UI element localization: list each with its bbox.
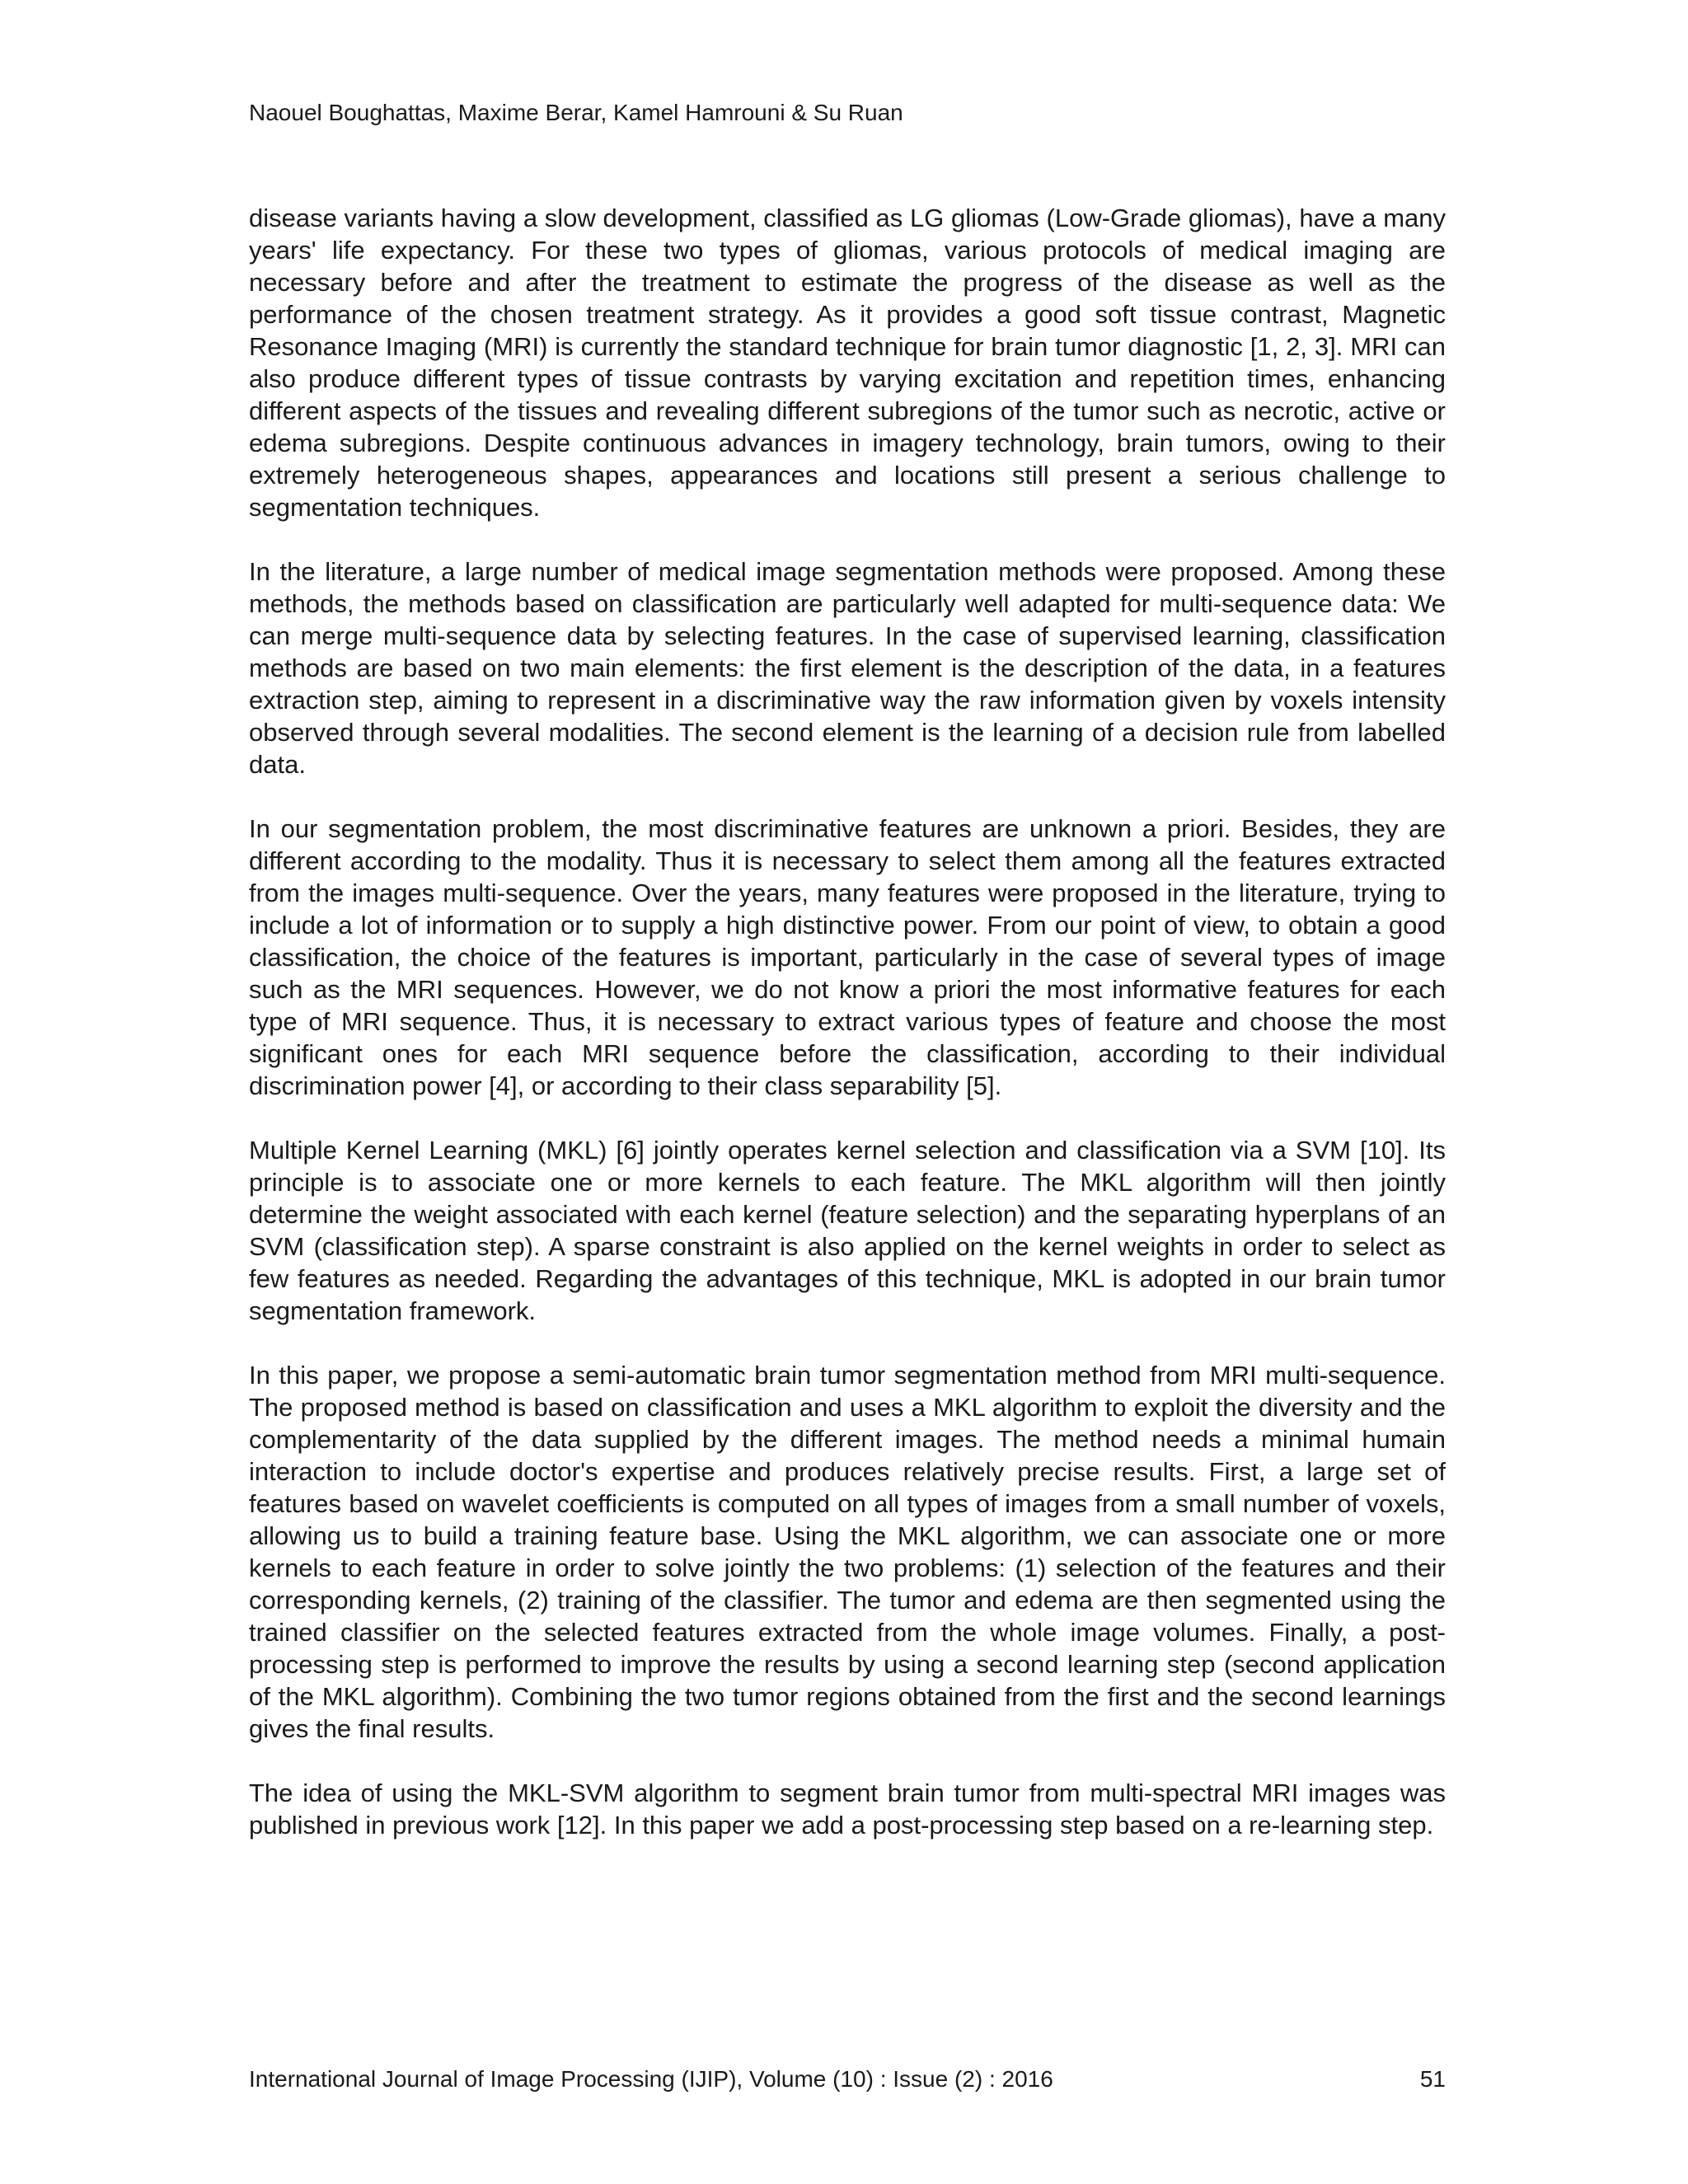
paragraph-gliomas-mri: disease variants having a slow development, classified as LG gliomas (Low-Grade gliomas), have a many years' life expectancy. For these two types of gliomas, various protocols of medical imaging are necessary before and after the treatment to estimate the progress of the disease as well as the performance of the chosen treatment strategy. As it provides a good soft tissue contrast, Magnetic Resonance Imaging (MRI) is currently the standard technique for brain tumor diagnostic [1, 2, 3]. MRI can also produce different types of tissue contrasts by varying excitation and repetition times, enhancing different aspects of the tissues and revealing different subregions of the tumor such as necrotic, active or edema subregions. Despite continuous advances in imagery technology, brain tumors, owing to their extremely heterogeneous shapes, appearances and locations still present a serious challenge to segmentation techniques.: [249, 204, 1446, 522]
paragraph-feature-selection: In our segmentation problem, the most discriminative features are unknown a priori. Besides, they are different according to the modality. Thus it is necessary to select them among all the features extracted from the images multi-sequence. Over the years, many features were proposed in the literature, trying to include a lot of information or to supply a high distinctive power. From our point of view, to obtain a good classification, the choice of the features is important, particularly in the case of several types of image such as the MRI sequences. However, we do not know a priori the most informative features for each type of MRI sequence. Thus, it is necessary to extract various types of feature and choose the most significant ones for each MRI sequence before the classification, according to their individual discrimination power [4], or according to their class separability [5].: [249, 814, 1446, 1100]
page-number: 51: [1419, 2066, 1446, 2092]
paragraph-proposed-method: In this paper, we propose a semi-automatic brain tumor segmentation method from MRI multi-sequence. The proposed method is based on classification and uses a MKL algorithm to exploit the diversity and the complementarity of the data supplied by the different images. The method needs a minimal humain interaction to include doctor's expertise and produces relatively precise results. First, a large set of features based on wavelet coefficients is computed on all types of images from a small number of voxels, allowing us to build a training feature base. Using the MKL algorithm, we can associate one or more kernels to each feature in order to solve jointly the two problems: (1) selection of the features and their corresponding kernels, (2) training of the classifier. The tumor and edema are then segmented using the trained classifier on the selected features extracted from the whole image volumes. Finally, a post-processing step is performed to improve the results by using a second learning step (second application of the MKL algorithm). Combining the two tumor regions obtained from the first and the second learnings gives the final results.: [249, 1361, 1446, 1743]
paragraph-literature-classification: In the literature, a large number of medical image segmentation methods were proposed. Among these methods, the methods based on classification are particularly well adapted for multi-sequence data: We can merge multi-sequence data by selecting features. In the case of supervised learning, classification methods are based on two main elements: the first element is the description of the data, in a features extraction step, aiming to represent in a discriminative way the raw information given by voxels intensity observed through several modalities. The second element is the learning of a decision rule from labelled data.: [249, 557, 1446, 779]
footer-journal-citation: International Journal of Image Processing (IJIP), Volume (10) : Issue (2) : 2016: [249, 2066, 1053, 2092]
body-text: [249, 202, 1446, 1873]
running-head-authors: Naouel Boughattas, Maxime Berar, Kamel Hamrouni & Su Ruan: [249, 100, 903, 125]
paragraph-mkl-intro: Multiple Kernel Learning (MKL) [6] jointly operates kernel selection and classification via a SVM [10]. Its principle is to associate one or more kernels to each feature. The MKL algorithm will then jointly determine the weight associated with each kernel (feature selection) and the separating hyperplans of an SVM (classification step). A sparse constraint is also applied on the kernel weights in order to select as few features as needed. Regarding the advantages of this technique, MKL is adopted in our brain tumor segmentation framework.: [249, 1136, 1446, 1325]
paragraph-previous-work: The idea of using the MKL-SVM algorithm to segment brain tumor from multi-spectral MRI images was published in previous work [12]. In this paper we add a post-processing step based on a re-learning step.: [249, 1779, 1446, 1840]
